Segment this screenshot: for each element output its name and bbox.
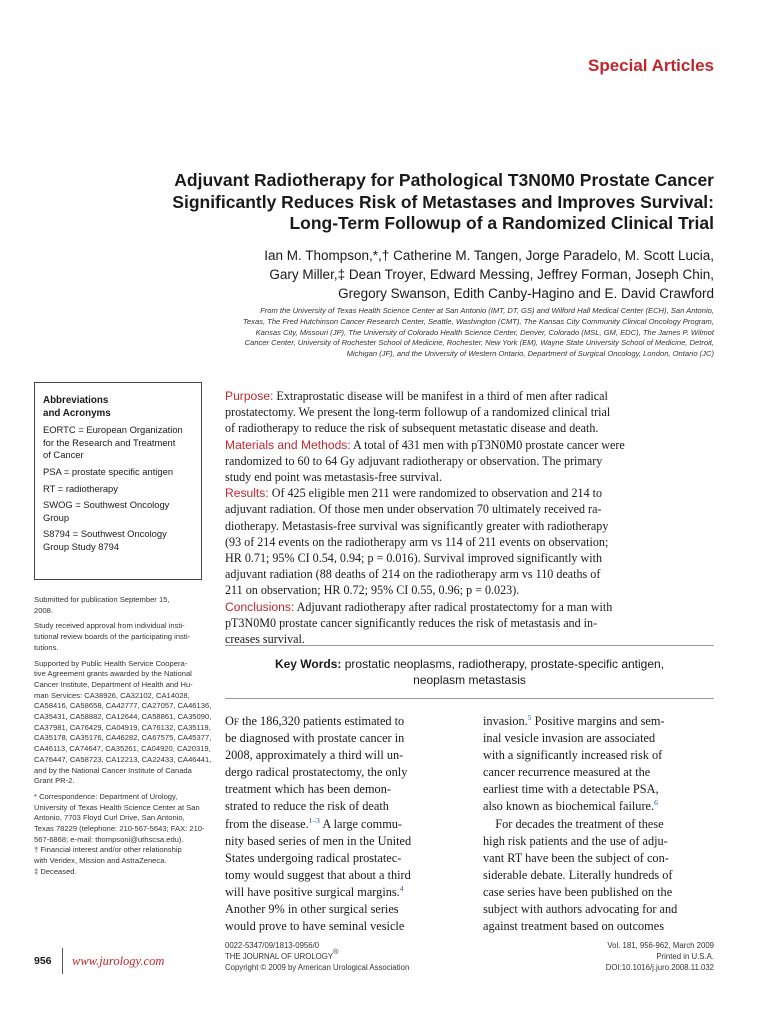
body-column-right [483, 713, 716, 935]
abstract-line: pT3N0M0 prostate cancer significantly reduces the risk of metastasis and in- [225, 615, 598, 630]
body-line: strated to reduce the risk of death [225, 799, 389, 814]
purpose-label: Purpose: [225, 389, 274, 403]
abstract-line [225, 437, 714, 453]
abbreviation-line: Group Study 8794 [43, 540, 120, 552]
body-text: invasion. [483, 714, 528, 728]
abstract-line [225, 388, 714, 404]
body-line: be diagnosed with prostate cancer in [225, 731, 405, 746]
footnote-line: * Correspondence: Department of Urology, [34, 791, 178, 801]
abstract-line: creases survival. [225, 632, 305, 647]
footnote-line: Submitted for publication September 15, [34, 595, 170, 604]
registered-mark: ® [333, 947, 339, 957]
abstract-line: diotherapy. Metastasis-free survival was significantly greater with radiotherapy [225, 518, 609, 533]
abbreviation-item [43, 424, 193, 462]
abstract-line: adjuvant radiation. Of those men under observation 70 ultimately received ra- [225, 502, 602, 517]
abstract-line: adjuvant radiation (88 deaths of 214 on the radiotherapy arm vs 110 deaths of [225, 567, 601, 582]
affiliation-line: Cancer Center, University of Rochester School of Medicine, Rochester, New York (EM), Wayne State University School of Medicine, Detroit, [244, 338, 714, 348]
abbreviation-line: RT = radiotherapy [43, 482, 118, 494]
body-line: tomy would suggest that about a third [225, 867, 411, 882]
journal-url-link[interactable]: www.jurology.com [72, 954, 165, 968]
key-words-line: neoplasm metastasis [413, 673, 526, 687]
journal-name [225, 947, 409, 962]
body-line: vant RT have been the subject of con- [483, 850, 669, 865]
abstract-line: (93 of 214 events on the radiotherapy arm vs 114 of 211 events on observation; [225, 534, 609, 549]
abstract-line: of radiotherapy to reduce the risk of subsequent metastatic disease and death. [225, 421, 599, 436]
reference-link[interactable]: 6 [654, 798, 658, 808]
footnote-line: with Veridex, Mission and AstraZeneca. [34, 856, 167, 866]
methods-label: Materials and Methods: [225, 437, 351, 452]
abbreviation-line: PSA = prostate specific antigen [43, 465, 174, 477]
drop-cap: Of [225, 714, 239, 728]
body-line: For decades the treatment of these [483, 816, 664, 831]
abbreviation-line: of Cancer [43, 449, 84, 461]
footnote-line: tive Agreement grants awarded by the National [34, 669, 192, 679]
footnote-line: Antonio, 7703 Floyd Curl Drive, San Antonio, [34, 813, 185, 823]
volume: Vol. 181, 956-962, March 2009 [607, 941, 714, 950]
section-header: Special Articles [588, 56, 714, 75]
abbreviations-heading [43, 395, 193, 420]
abstract-line: 211 on observation; HR 0.72; 95% CI 0.55, 0.96; p = 0.023). [225, 583, 520, 598]
footnote-line: ‡ Deceased. [34, 866, 77, 876]
affiliations [110, 306, 714, 360]
body-text: will have positive surgical margins. [225, 884, 400, 899]
printed-in: Printed in U.S.A. [656, 952, 714, 962]
abstract-line [225, 485, 714, 501]
footnote-line: CA58416, CA58658, CA42777, CA27057, CA46136, [34, 701, 212, 711]
body-line: case series have been published on the [483, 884, 673, 899]
key-words [225, 645, 714, 699]
reference-link[interactable]: 1–3 [308, 815, 320, 825]
footnote-line: CA35178, CA35176, CA46282, CA67575, CA45377, [34, 733, 212, 743]
footer-divider [62, 948, 63, 974]
abbreviation-line: SWOG = Southwest Oncology [43, 499, 170, 511]
footnote-line: tutional review boards of the participating insti- [34, 632, 191, 642]
body-line: nity based series of men in the United [225, 833, 412, 848]
reference-link[interactable]: 4 [399, 883, 404, 893]
body-line: with a significantly increased risk of [483, 748, 663, 763]
abbreviation-line: S8794 = Southwest Oncology [43, 528, 167, 540]
body-line [483, 798, 716, 815]
affiliation-line: Kansas City, Missouri (JP), The University of Colorado Health Science Center, Denver, Colorado (MSL, GM, EDC), The James P. Wilmot [255, 327, 714, 337]
title-line: Adjuvant Radiotherapy for Pathological T3N0M0 Prostate Cancer [174, 170, 714, 190]
footnote-line: tutions. [34, 642, 59, 652]
abbreviation-line: Group [43, 511, 70, 523]
page-number: 956 [34, 955, 52, 967]
body-line: States undergoing radical prostatec- [225, 850, 402, 865]
author-line: Gary Miller,‡ Dean Troyer, Edward Messing, Jeffrey Forman, Joseph Chin, [269, 267, 714, 282]
body-line: siderable debate. Literally hundreds of [483, 867, 673, 882]
author-line: Ian M. Thompson,*,† Catherine M. Tangen, Jorge Paradelo, M. Scott Lucia, [264, 248, 714, 263]
body-line: 2008, approximately a third will un- [225, 748, 404, 763]
body-line: high risk patients and the use of adju- [483, 833, 668, 848]
affiliation-line: From the University of Texas Health Science Center at San Antonio (IMT, DT, GS) and Wilford Hall Medical Center (ECH), San Antonio, [260, 306, 714, 315]
body-line: Another 9% in other surgical series [225, 902, 399, 917]
article-title [100, 170, 714, 235]
journal-title: THE JOURNAL OF UROLOGY [225, 952, 334, 962]
abbreviation-line: EORTC = European Organization [43, 424, 183, 436]
abbreviation-item [43, 466, 193, 479]
results-label: Results: [225, 486, 269, 501]
body-line: would prove to have seminal vesicle [225, 919, 405, 934]
reference-link[interactable]: 5 [527, 713, 532, 722]
footnote-line: CA76447, CA58723, CA12213, CA22433, CA46441, [34, 754, 212, 764]
journal-info [225, 940, 409, 974]
affiliation-line: Texas, The Fred Hutchinson Cancer Research Center, Seattle, Washington (CMT), The Kansas City Community Clinical Oncology Program, [242, 316, 714, 326]
footnotes [34, 595, 212, 878]
abstract-line [225, 599, 714, 615]
body-line: against treatment based on outcomes [483, 919, 664, 934]
abstract-text: Of 425 eligible men 211 were randomized to observation and 214 to [268, 486, 603, 501]
body-column-left [225, 713, 458, 935]
volume-info [606, 940, 714, 974]
footnote-line: CA37981, CA76429, CA04919, CA76132, CA35119, [34, 722, 211, 732]
footnote-line: and by the National Cancer Institute of Canada [34, 765, 192, 775]
abstract-text: Extraprostatic disease will be manifest in a third of men after radical [273, 389, 608, 403]
abbreviation-item [43, 499, 193, 524]
abbreviation-line: for the Research and Treatment [43, 436, 176, 448]
abstract-text: A total of 431 men with pT3N0M0 prostate cancer were [350, 437, 625, 452]
footnote-line: Grant PR-2. [34, 776, 75, 786]
footnote-line: CA35431, CA58882, CA12644, CA58861, CA35090, [34, 712, 212, 722]
key-words-line [225, 656, 714, 672]
footnote-line: University of Texas Health Science Center at San [34, 802, 200, 812]
author-list [100, 246, 714, 303]
abstract-line: study end point was metastasis-free survival. [225, 470, 442, 485]
body-line [225, 816, 458, 833]
author-line: Gregory Swanson, Edith Canby-Hagino and E. David Crawford [338, 286, 714, 301]
body-text: from the disease. [225, 816, 309, 831]
body-text: A large commu- [319, 816, 403, 831]
abbreviation-item [43, 528, 193, 553]
body-line: dergo radical prostatectomy, the only [225, 765, 408, 780]
footnote-line: 567-6868; e-mail: thompsoni@uthscsa.edu). [34, 834, 184, 844]
body-line [483, 713, 716, 730]
doi: DOI:10.1016/j.juro.2008.11.032 [605, 963, 714, 973]
footnote-line: † Financial interest and/or other relationship [34, 845, 182, 855]
conclusions-label: Conclusions: [225, 599, 295, 614]
body-line: cancer recurrence measured at the [483, 765, 651, 780]
key-words-text: prostatic neoplasms, radiotherapy, prostate-specific antigen, [341, 657, 665, 671]
abstract [225, 388, 714, 647]
heading-line: and Acronyms [43, 407, 111, 419]
copyright: Copyright © 2009 by American Urological Association [225, 963, 410, 973]
footnote-line: Texas 78229 (telephone: 210-567-5643; FAX: 210- [34, 824, 205, 834]
abstract-text: Adjuvant radiotherapy after radical prostatectomy for a man with [294, 599, 613, 614]
abstract-line: HR 0.71; 95% CI 0.54, 0.94; p = 0.016). Survival improved significantly with [225, 551, 602, 566]
abstract-line: prostatectomy. We present the long-term followup of a randomized clinical trial [225, 405, 611, 420]
body-line: earliest time with a detectable PSA, [483, 782, 659, 797]
title-line: Significantly Reduces Risk of Metastases and Improves Survival: [172, 191, 714, 212]
body-line [225, 713, 458, 730]
footnote-line: CA46113, CA74647, CA35261, CA04920, CA20319, [34, 744, 211, 754]
title-line: Long-Term Followup of a Randomized Clinical Trial [289, 213, 714, 233]
abbreviation-item [43, 483, 193, 496]
footnote-line: 2008. [34, 605, 54, 615]
heading-line: Abbreviations [43, 395, 109, 406]
abstract-line: randomized to 60 to 64 Gy adjuvant radiotherapy or observation. The primary [225, 453, 603, 468]
body-line: inal vesicle invasion are associated [483, 731, 656, 746]
body-text: Positive margins and sem- [531, 714, 665, 728]
footnote-line: Study received approval from individual insti- [34, 621, 185, 631]
affiliation-line: Michigan (JF), and the University of Western Ontario, Department of Surgical Oncology, London, Ontario (JC) [346, 349, 714, 359]
footnote-line: Cancer Institute, Department of Health and Hu- [34, 679, 193, 689]
body-text: also known as biochemical failure. [483, 799, 655, 814]
key-words-label: Key Words: [274, 657, 342, 671]
body-line [225, 884, 458, 901]
abbreviations-box [34, 382, 202, 580]
body-line: treatment which has been demon- [225, 782, 391, 797]
footnote-line: Supported by Public Health Service Coopera- [34, 658, 188, 668]
body-line: subject with authors advocating for and [483, 902, 678, 917]
footnote-line: man Services: CA38926, CA32102, CA14028, [34, 690, 190, 700]
issn: 0022-5347/09/1813-0956/0 [225, 941, 320, 950]
body-text: the 186,320 patients estimated to [238, 714, 405, 728]
